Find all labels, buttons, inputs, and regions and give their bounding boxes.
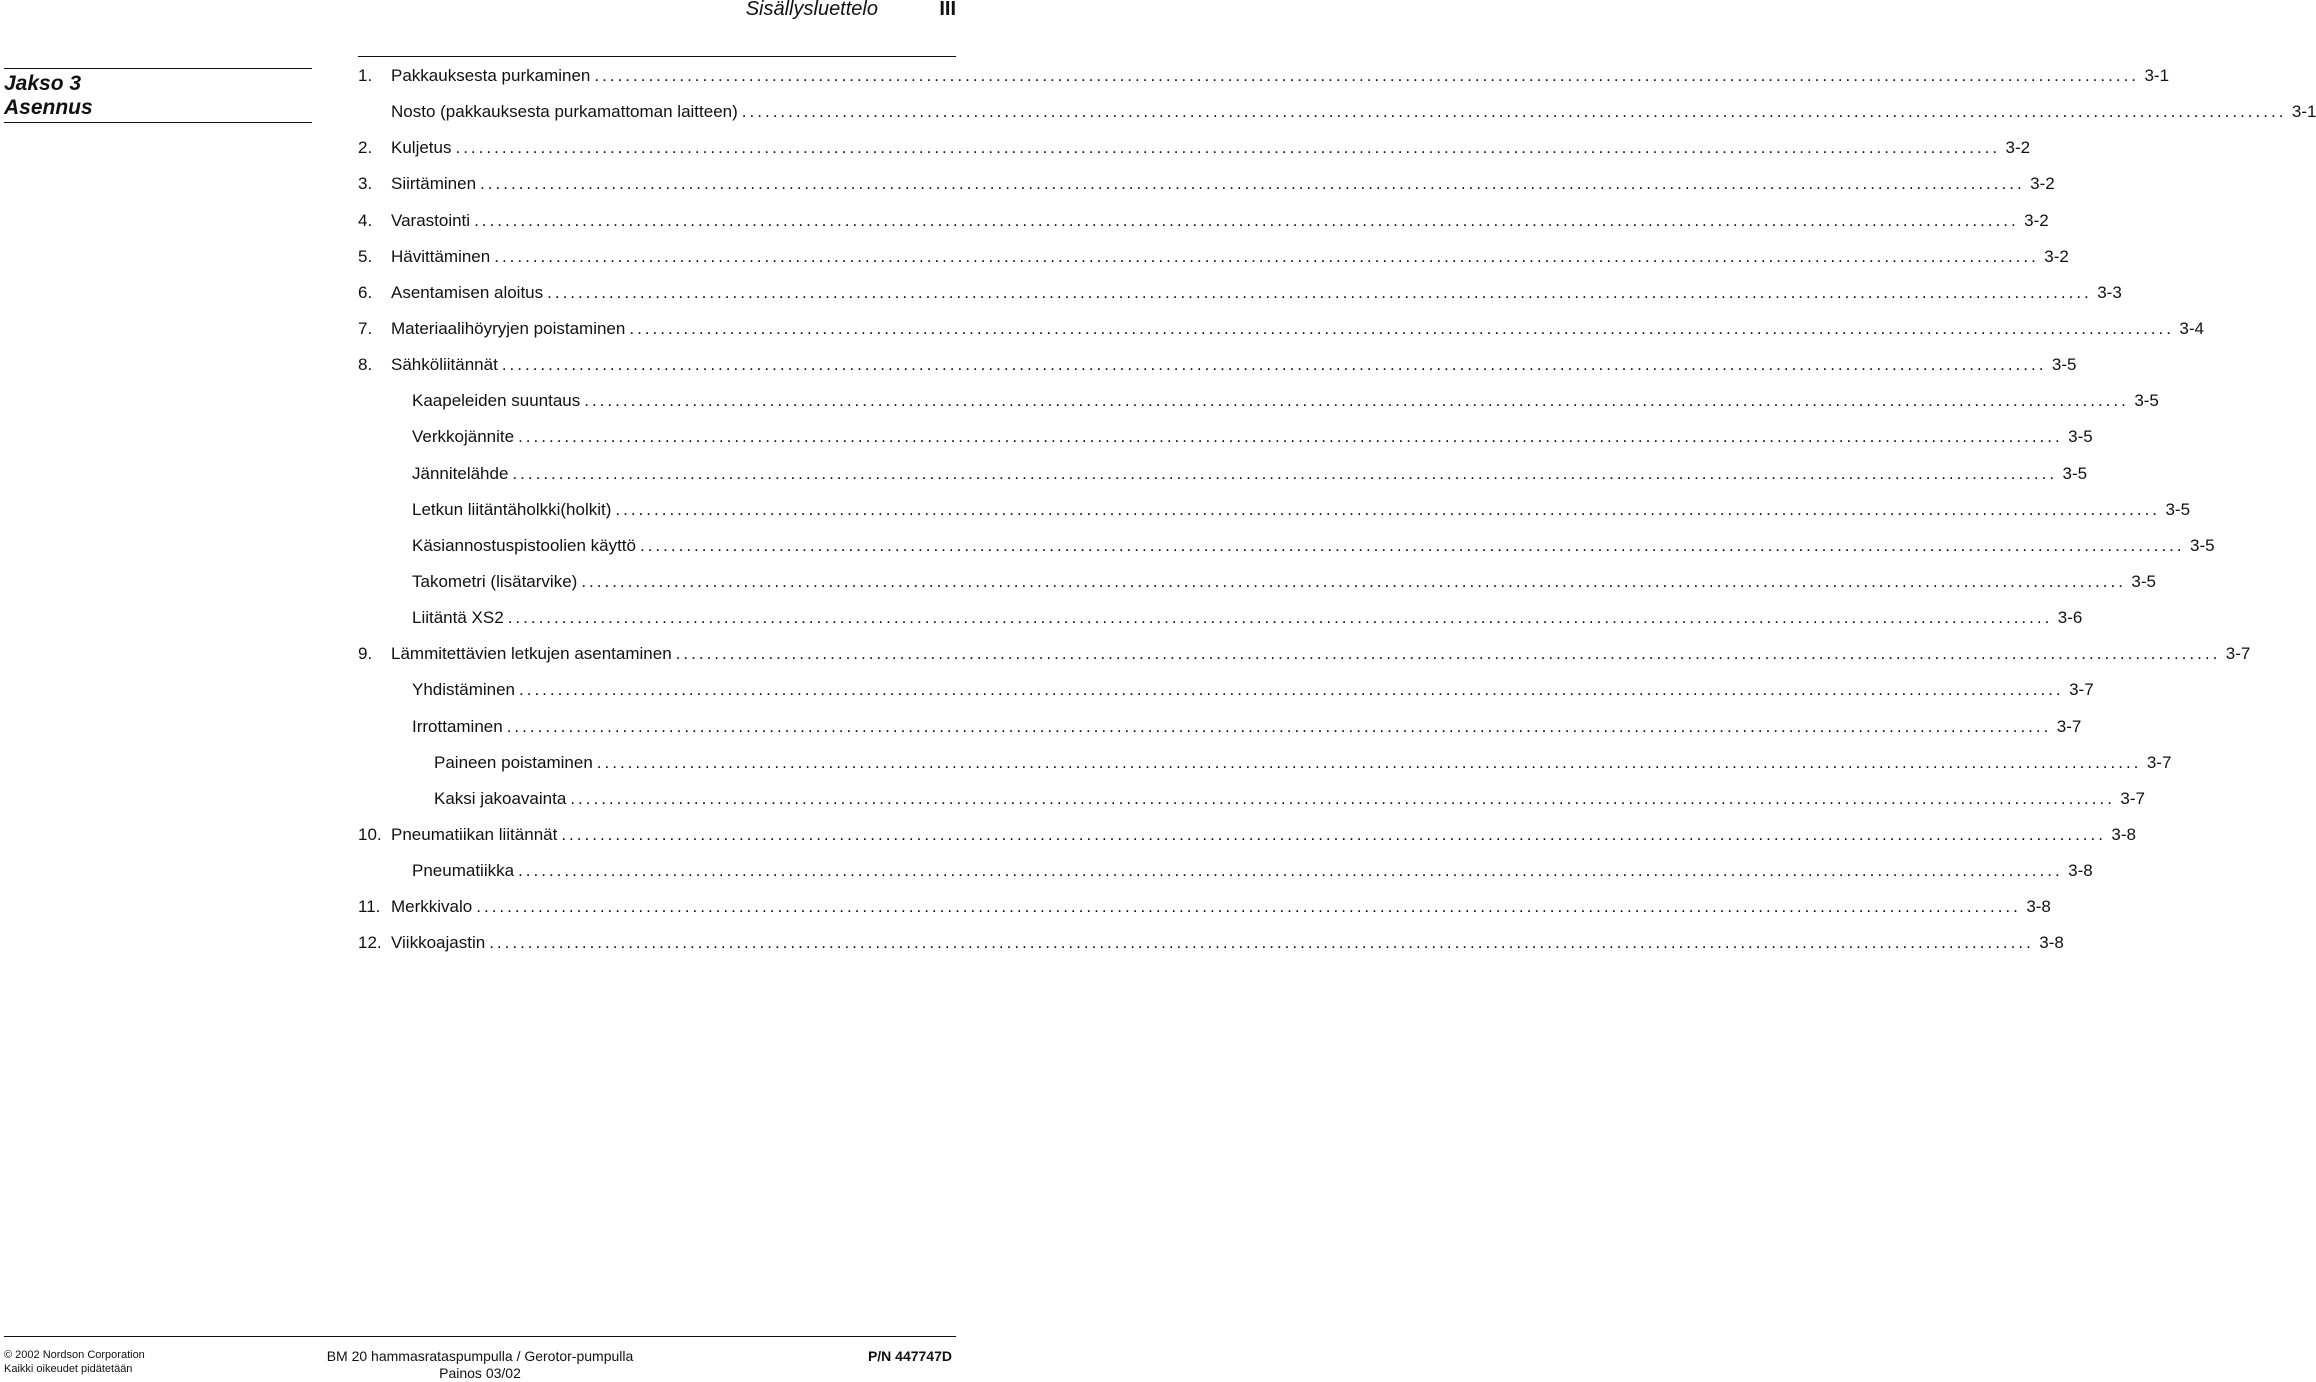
toc-dot-leader: ........................................................................................................................................................................................................ [501,355,2047,375]
toc-entry-number: 1. [358,66,373,85]
toc-entry-title: Liitäntä XS2 [412,608,504,628]
toc-entry[interactable] [358,383,2159,419]
toc-entry-page: 3-7 [2056,716,2082,736]
toc-dot-leader: ........................................................................................................................................................................................................ [512,463,2058,483]
footer-rights: Kaikki oikeudet pidätetään [4,1363,133,1375]
toc-entry-title: Verkkojännite [412,427,515,447]
toc-entry-page: 3-6 [2057,608,2083,628]
toc-entry-number: 8. [358,355,373,375]
toc-dot-leader: ........................................................................................................................................................................................................ [594,66,2140,85]
section-rule-top [4,68,312,69]
footer-rule [4,1336,956,1337]
toc-entry[interactable] [358,239,2069,275]
toc-entry-title: Sähköliitännät [391,355,498,375]
toc-entry-title: Letkun liitäntäholkki(holkit) [412,499,612,519]
toc-entry[interactable] [358,925,2064,961]
toc-entry-page: 3-5 [2131,571,2156,591]
toc-entry[interactable] [358,58,2170,94]
toc-entry[interactable] [358,311,2204,347]
toc-entry[interactable] [358,347,2077,383]
toc-entry[interactable] [358,94,2316,130]
toc-entry-page: 3-5 [2068,427,2093,447]
footer-copyright: © 2002 Nordson Corporation [4,1349,145,1361]
toc-rule [358,56,956,57]
toc-entry-page: 3-8 [2026,897,2051,917]
toc-entry-title: Irrottaminen [412,716,503,736]
toc-entry[interactable] [358,456,2088,492]
toc-dot-leader: ........................................................................................................................................................................................................ [519,680,2064,700]
footer-product: BM 20 hammasrataspumpulla / Gerotor-pumpulla [326,1348,634,1364]
toc-entry[interactable] [358,130,2031,166]
toc-entry-number: 9. [358,644,373,664]
toc-entry[interactable] [358,781,2145,817]
toc-entry-number: 3. [358,174,373,194]
toc-entry-page: 3-4 [2179,318,2204,338]
toc-entry-page: 3-7 [2146,752,2172,772]
toc-entry[interactable] [358,166,2055,202]
toc-dot-leader: ........................................................................................................................................................................................................ [596,752,2142,772]
toc-entry-number: 7. [358,318,373,338]
toc-entry-number: 2. [358,138,373,158]
toc-entry[interactable] [358,672,2094,708]
toc-entry-page: 3-5 [2134,391,2159,411]
toc-entry-title: Paineen poistaminen [434,752,593,772]
toc-entry-page: 3-5 [2051,355,2077,375]
toc-dot-leader: ........................................................................................................................................................................................................ [506,716,2052,736]
toc-dot-leader: ........................................................................................................................................................................................................ [474,210,2019,230]
toc-entry-page: 3-1 [2291,102,2316,122]
toc-entry[interactable] [358,817,2136,853]
toc-entry-title: Pneumatiikka [412,861,515,881]
toc-entry[interactable] [358,600,2083,636]
toc-entry-title: Nosto (pakkauksesta purkamattoman laitteen) [391,102,738,122]
table-of-contents [358,58,2316,962]
toc-dot-leader: ........................................................................................................................................................................................................ [675,644,2221,664]
toc-entry-number: 10. [358,824,382,844]
toc-entry[interactable] [358,419,2093,455]
toc-dot-leader: ........................................................................................................................................................................................................ [570,788,2115,808]
toc-entry-page: 3-3 [2097,282,2122,302]
toc-dot-leader: ........................................................................................................................................................................................................ [629,318,2174,338]
toc-entry-page: 3-2 [2005,138,2031,158]
header-title: Sisällysluettelo [745,0,878,20]
section-label-line2: Asennus [4,96,93,119]
toc-entry[interactable] [358,275,2122,311]
toc-entry-page: 3-1 [2144,66,2170,85]
toc-entry-page: 3-7 [2069,680,2094,700]
toc-entry-title: Yhdistäminen [412,680,516,700]
toc-entry-title: Takometri (lisätarvike) [412,571,578,591]
toc-entry-title: Varastointi [391,210,471,230]
toc-entry-number: 11. [358,897,381,917]
toc-entry-title: Siirtäminen [391,174,477,194]
footer-edition: Painos 03/02 [439,1365,521,1381]
toc-entry[interactable] [358,203,2049,239]
toc-entry-title: Jännitelähde [412,463,509,483]
footer-part-number: P/N 447747D [867,1348,952,1364]
toc-entry-page: 3-5 [2190,535,2215,555]
toc-dot-leader: ........................................................................................................................................................................................................ [615,499,2161,519]
toc-entry-page: 3-5 [2062,463,2088,483]
toc-dot-leader: ........................................................................................................................................................................................................ [455,138,2001,158]
toc-entry-title: Materiaalihöyryjen poistaminen [391,318,626,338]
toc-entry-title: Pakkauksesta purkaminen [391,66,591,85]
toc-dot-leader: ........................................................................................................................................................................................................ [489,933,2034,953]
toc-entry-page: 3-8 [2039,933,2064,953]
toc-entry-page: 3-2 [2030,174,2055,194]
toc-entry-title: Lämmitettävien letkujen asentaminen [391,644,672,664]
toc-entry-title: Kuljetus [391,138,452,158]
section-label-line1: Jakso 3 [4,72,82,95]
toc-entry-number: 4. [358,210,373,230]
toc-entry-page: 3-5 [2165,499,2191,519]
toc-entry[interactable] [358,709,2082,745]
toc-dot-leader: ........................................................................................................................................................................................................ [518,861,2063,881]
toc-dot-leader: ........................................................................................................................................................................................................ [476,897,2021,917]
toc-dot-leader: ........................................................................................................................................................................................................ [584,391,2129,411]
toc-dot-leader: ........................................................................................................................................................................................................ [741,102,2287,122]
toc-entry-title: Hävittäminen [391,246,491,266]
toc-dot-leader: ........................................................................................................................................................................................................ [547,282,2092,302]
toc-entry[interactable] [358,492,2191,528]
header-page-number: III [939,0,956,20]
toc-entry[interactable] [358,853,2093,889]
toc-entry-page: 3-2 [2044,246,2069,266]
toc-entry-number: 12. [358,933,382,953]
toc-dot-leader: ........................................................................................................................................................................................................ [561,824,2106,844]
toc-entry[interactable] [358,745,2172,781]
toc-dot-leader: ........................................................................................................................................................................................................ [639,535,2185,555]
toc-dot-leader: ........................................................................................................................................................................................................ [581,571,2126,591]
footer-center [0,1348,960,1382]
section-rule-bottom [4,122,312,123]
toc-entry-page: 3-8 [2068,861,2093,881]
toc-entry[interactable] [358,564,2156,600]
toc-entry-page: 3-7 [2120,788,2145,808]
toc-entry-title: Merkkivalo [391,897,473,917]
toc-entry-number: 5. [358,246,373,266]
toc-dot-leader: ........................................................................................................................................................................................................ [518,427,2063,447]
toc-entry[interactable] [358,636,2251,672]
toc-entry-title: Kaapeleiden suuntaus [412,391,581,411]
toc-entry-number: 6. [358,282,373,302]
toc-entry[interactable] [358,889,2051,925]
toc-entry-page: 3-7 [2225,644,2251,664]
toc-dot-leader: ........................................................................................................................................................................................................ [494,246,2039,266]
toc-dot-leader: ........................................................................................................................................................................................................ [507,608,2053,628]
toc-entry-page: 3-2 [2024,210,2049,230]
toc-entry-page: 3-8 [2111,824,2136,844]
toc-entry-title: Käsiannostuspistoolien käyttö [412,535,636,555]
toc-entry[interactable] [358,528,2215,564]
toc-entry-title: Kaksi jakoavainta [434,788,567,808]
toc-entry-title: Asentamisen aloitus [391,282,544,302]
toc-entry-title: Pneumatiikan liitännät [391,824,558,844]
toc-entry-title: Viikkoajastin [391,933,486,953]
toc-dot-leader: ........................................................................................................................................................................................................ [480,174,2025,194]
